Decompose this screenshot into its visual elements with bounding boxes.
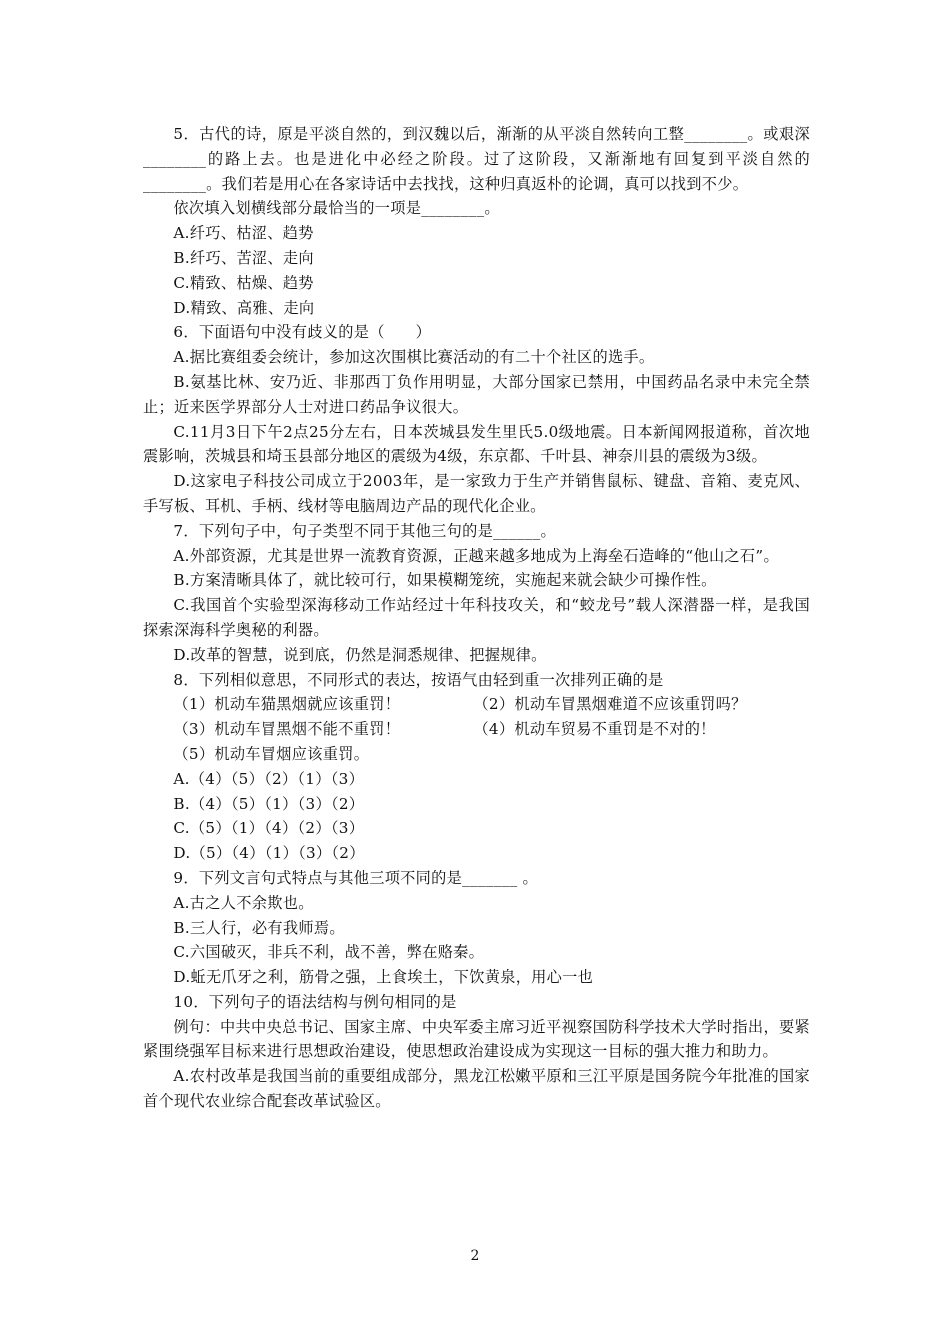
q8-option-a: A.（4）（5）（2）（1）（3） xyxy=(173,769,365,788)
page-number: 2 xyxy=(470,1248,480,1264)
q7-stem: 7．下列句子中，句子类型不同于其他三句的是______。 xyxy=(173,521,556,540)
q7-option-b: B.方案清晰具体了，就比较可行，如果模糊笼统，实施起来就会缺少可操作性。 xyxy=(173,571,717,590)
q9-option-b: B.三人行，必有我师焉。 xyxy=(173,918,345,937)
q8-item-1: （1）机动车猫黑烟就应该重罚！ xyxy=(173,695,401,714)
q5-prompt: 依次填入划横线部分最恰当的一项是________。 xyxy=(173,199,500,218)
q9-option-a: A.古之人不余欺也。 xyxy=(173,893,314,912)
q8-items-row-2 xyxy=(143,717,810,742)
q9-stem: 9．下列文言句式特点与其他三项不同的是_______ 。 xyxy=(173,868,538,887)
q5-option-a: A.纤巧、枯涩、趋势 xyxy=(173,224,314,243)
q9-option-d: D.蚯无爪牙之利，筋骨之强，上食埃土，下饮黄泉，用心一也 xyxy=(173,968,594,987)
q8-option-d: D.（5）（4）（1）（3）（2） xyxy=(173,844,365,863)
q5-option-c: C.精致、枯燥、趋势 xyxy=(173,273,314,292)
q5-option-b: B.纤巧、苦涩、走向 xyxy=(173,248,314,267)
q7-option-a: A.外部资源，尤其是世界一流教育资源，正越来越多地成为上海垒石造峰的“他山之石”。 xyxy=(173,546,779,565)
q6-option-c: C.11月3日下午2点25分左右，日本茨城县发生里氏5.0级地震。日本新闻网报道称，首次地震影响，茨城县和埼玉县部分地区的震级为4级，东京都、千叶县、神奈川县的震级为3级。 xyxy=(143,422,810,466)
q6-option-d: D.这家电子科技公司成立于2003年，是一家致力于生产并销售鼠标、键盘、音箱、麦克风、手写板、耳机、手柄、线材等电脑周边产品的现代化企业。 xyxy=(143,472,810,515)
q9-option-c: C.六国破灭，非兵不利，战不善，弊在赂秦。 xyxy=(173,943,485,962)
q10-example: 例句：中共中央总书记、国家主席、中央军委主席习近平视察国防科学技术大学时指出，要紧紧围绕强军目标来进行思想政治建设，使思想政治建设成为实现这一目标的强大推力和助力。 xyxy=(143,1017,810,1061)
q8-item-5: （5）机动车冒烟应该重罚。 xyxy=(173,744,370,763)
q8-option-b: B.（4）（5）（1）（3）（2） xyxy=(173,794,365,813)
q5-option-d: D.精致、高雅、走向 xyxy=(173,298,315,317)
q8-stem: 8．下列相似意思，不同形式的表达，按语气由轻到重一次排列正确的是 xyxy=(173,670,664,689)
q6-option-a: A.据比赛组委会统计，参加这次围棋比赛活动的有二十个社区的选手。 xyxy=(173,348,655,367)
q8-item-2: （2）机动车冒黑烟难道不应该重罚吗？ xyxy=(473,695,747,714)
q8-option-c: C.（5）（1）（4）（2）（3） xyxy=(173,819,365,838)
q7-option-c: C.我国首个实验型深海移动工作站经过十年科技攻关，和“蛟龙号”载人深潜器一样，是我国探索深海科学奥秘的利器。 xyxy=(143,596,810,639)
q7-option-d: D.改革的智慧，说到底，仍然是洞悉规律、把握规律。 xyxy=(173,645,547,664)
q8-item-3: （3）机动车冒黑烟不能不重罚！ xyxy=(173,720,401,739)
q8-items-row-3 xyxy=(143,742,810,767)
q8-items-row-1 xyxy=(143,692,810,717)
q10-stem: 10．下列句子的语法结构与例句相同的是 xyxy=(173,992,457,1011)
q5-stem: 5．古代的诗，原是平淡自然的，到汉魏以后，渐渐的从平淡自然转向工整________。或艰深________的路上去。也是进化中必经之阶段。过了这阶段，又渐渐地有回复到平淡自然的________。我们若是用心在各家诗话中去找找，这种归真返朴的论调，真可以找到不少。 xyxy=(143,125,810,193)
q10-option-a: A.农村改革是我国当前的重要组成部分，黑龙江松嫩平原和三江平原是国务院今年批准的国家首个现代农业综合配套改革试验区。 xyxy=(143,1067,810,1111)
q6-stem: 6．下面语句中没有歧义的是（ ） xyxy=(173,323,432,342)
q8-item-4: （4）机动车贸易不重罚是不对的！ xyxy=(473,720,716,739)
q6-option-b: B.氨基比林、安乃近、非那西丁负作用明显，大部分国家已禁用，中国药品名录中未完全禁止；近来医学界部分人士对进口药品争议很大。 xyxy=(143,372,810,416)
page-content xyxy=(143,122,810,1114)
